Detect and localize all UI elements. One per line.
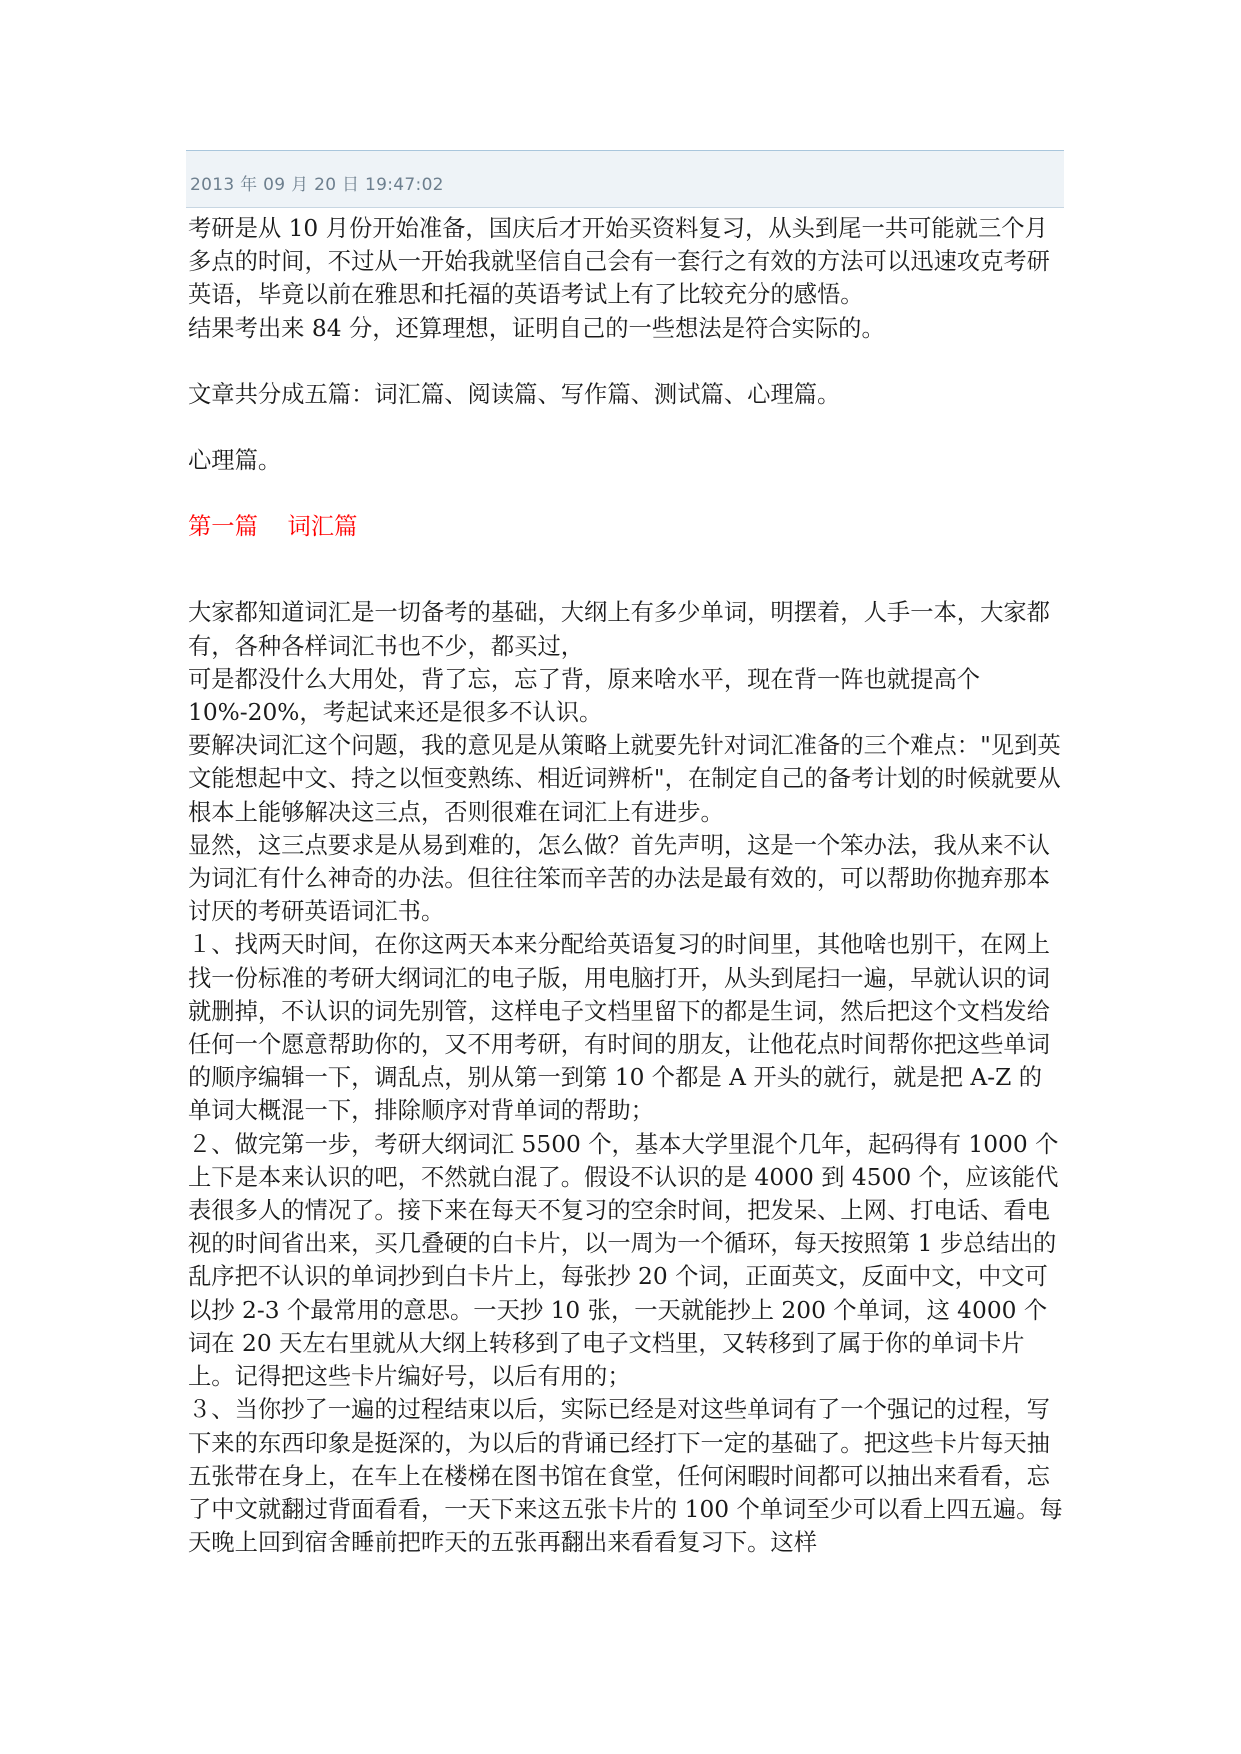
spacer	[188, 477, 1064, 510]
spacer	[188, 543, 1064, 576]
intro-paragraph-1: 考研是从 10 月份开始准备，国庆后才开始买资料复习，从头到尾一共可能就三个月多点的时间，不过从一开始我就坚信自己会有一套行之有效的方法可以迅速攻克考研英语，毕竟以前在雅思和托福的英语考试上有了比较充分的感悟。	[188, 215, 1050, 309]
body-paragraph-5: １、找两天时间，在你这两天本来分配给英语复习的时间里，其他啥也别干，在网上找一份标准的考研大纲词汇的电子版，用电脑打开，从头到尾扫一遍，早就认识的词就删掉，不认识的词先别管，这样电子文档里留下的都是生词，然后把这个文档发给任何一个愿意帮助你的，又不用考研，有时间的朋友，让他花点时间帮你把这些单词的顺序编辑一下，调乱点，别从第一到第 10 个都是 A 开头的就行，就是把 A-Z 的单词大概混一下，排除顺序对背单词的帮助；	[188, 931, 1050, 1125]
spacer	[188, 576, 1064, 596]
body-paragraph-7: ３、当你抄了一遍的过程结束以后，实际已经是对这些单词有了一个强记的过程，写下来的东西印象是挺深的，为以后的背诵已经打下一定的基础了。把这些卡片每天抽五张带在身上，在车上在楼梯在图书馆在食堂，任何闲暇时间都可以抽出来看看，忘了中文就翻过背面看看，一天下来这五张卡片的 100 个单词至少可以看上四五遍。每天晚上回到宿舍睡前把昨天的五张再翻出来看看复习下。这样	[188, 1396, 1063, 1557]
body-paragraph-2: 可是都没什么大用处，背了忘，忘了背，原来啥水平，现在背一阵也就提高个 10%-20%，考起试来还是很多不认识。	[188, 665, 981, 727]
body-paragraph-1: 大家都知道词汇是一切备考的基础，大纲上有多少单词，明摆着，人手一本，大家都有，各种各样词汇书也不少，都买过，	[188, 599, 1050, 660]
body-paragraph-4: 显然，这三点要求是从易到难的，怎么做？首先声明，这是一个笨办法，我从来不认为词汇有什么神奇的办法。但往往笨而辛苦的办法是最有效的，可以帮助你抛弃那本讨厌的考研英语词汇书。	[188, 831, 1050, 926]
timestamp: 2013 年 09 月 20 日 19:47:02	[190, 175, 444, 195]
spacer	[188, 411, 1064, 444]
header-bar	[186, 150, 1064, 208]
article-body	[188, 212, 1064, 1559]
body-paragraph-3: 要解决词汇这个问题，我的意见是从策略上就要先针对词汇准备的三个难点："见到英文能想起中文、持之以恒变熟练、相近词辨析"，在制定自己的备考计划的时候就要从根本上能够解决这三点，否则很难在词汇上有进步。	[188, 732, 1061, 826]
outline-paragraph: 文章共分成五篇：词汇篇、阅读篇、写作篇、测试篇、心理篇。	[188, 380, 841, 408]
intro-paragraph-2: 结果考出来 84 分，还算理想，证明自己的一些想法是符合实际的。	[188, 314, 885, 342]
section-title: 第一篇 词汇篇	[188, 513, 358, 541]
outline-tail: 心理篇。	[188, 447, 282, 475]
body-paragraph-6: ２、做完第一步，考研大纲词汇 5500 个，基本大学里混个几年，起码得有 1000 个上下是本来认识的吧，不然就白混了。假设不认识的是 4000 到 4500 个，应该能代表很多人的情况了。接下来在每天不复习的空余时间，把发呆、上网、打电话、看电视的时间省出来，买几叠硬的白卡片，以一周为一个循环，每天按照第 1 步总结出的乱序把不认识的单词抄到白卡片上，每张抄 20 个词，正面英文，反面中文，中文可以抄 2-3 个最常用的意思。一天抄 10 张，一天就能抄上 200 个单词，这 4000 个词在 20 天左右里就从大纲上转移到了电子文档里，又转移到了属于你的单词卡片上。记得把这些卡片编好号，以后有用的；	[188, 1130, 1059, 1391]
spacer	[188, 345, 1064, 378]
